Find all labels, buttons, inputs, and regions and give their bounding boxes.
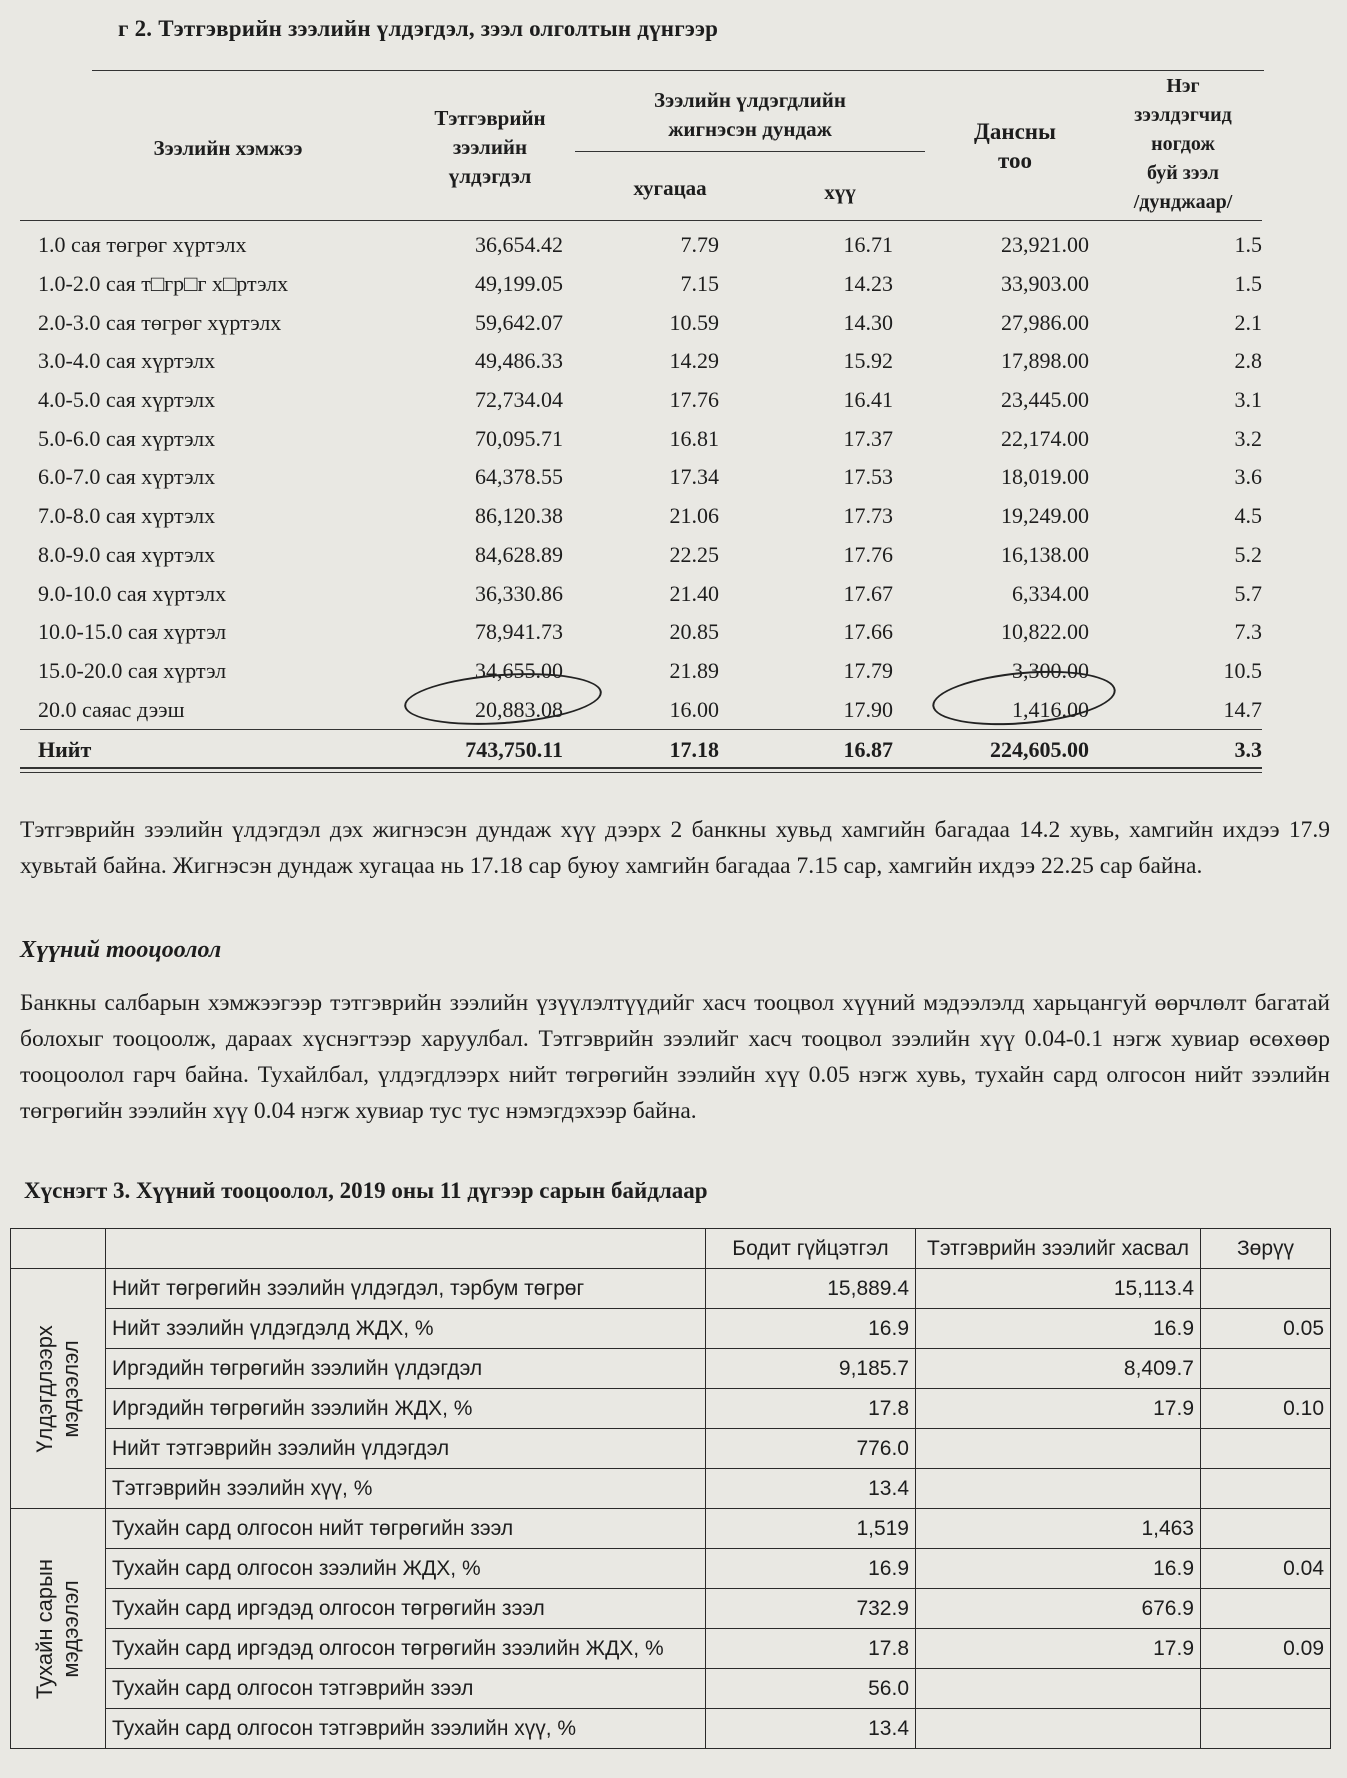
table3-header-excluding-pension: Тэтгэврийн зээлийг хасвал: [916, 1229, 1201, 1269]
table2-bottom-rule: [20, 767, 1262, 769]
table3-cell-difference: 0.04: [1201, 1549, 1331, 1589]
table3-title: Хүснэгт 3. Хүүний тооцоолол, 2019 оны 11 дүгээр сарын байдлаар: [24, 1178, 708, 1203]
table3-cell-indicator: Тухайн сард олгосон тэтгэврийн зээл: [106, 1669, 706, 1709]
table3-cell-difference: [1201, 1269, 1331, 1309]
table2-cell-accounts: 33,903.00: [1001, 271, 1089, 297]
table2-cell-accounts: 22,174.00: [1001, 425, 1089, 451]
table2-bottom-rule-thin: [20, 772, 1262, 773]
table3-cell-actual: 15,889.4: [706, 1269, 916, 1309]
table2-total-accounts: 224,605.00: [893, 729, 1089, 770]
table2-cell-rate: 17.53: [843, 464, 893, 490]
table-row: [11, 1549, 1331, 1589]
table2-cell-loan-size: 10.0-15.0 сая хүртэл: [38, 619, 227, 645]
table3-cell-actual: 16.9: [706, 1309, 916, 1349]
table2-cell-balance: 59,642.07: [475, 309, 563, 335]
table2-header-per-borrower: Нэг зээлдэгчид ногдож буй зээл /дунджаар/: [1133, 75, 1233, 213]
table3-cell-difference: [1201, 1669, 1331, 1709]
table-row: [20, 419, 1262, 458]
table-row: [11, 1469, 1331, 1509]
table2-cell-rate: 17.73: [843, 503, 893, 529]
table-row: [11, 1309, 1331, 1349]
table2-cell-loan-size: 2.0-3.0 сая төгрөг хүртэлх: [38, 309, 282, 335]
table3-header-actual: Бодит гүйцэтгэл: [706, 1229, 916, 1269]
table2-total-rate: 16.87: [719, 729, 893, 770]
table2-cell-accounts: 10,822.00: [1001, 619, 1089, 645]
table3-cell-indicator: Тухайн сард иргэдэд олгосон төгрөгийн зээл: [106, 1589, 706, 1629]
table2-cell-term: 20.85: [669, 619, 719, 645]
table3-group-label: мэдээлэл: [58, 1579, 83, 1678]
table-row: [11, 1269, 1331, 1309]
table-row: [11, 1629, 1331, 1669]
table2-cell-accounts: 3,300.00: [1012, 657, 1089, 683]
table3-cell-indicator: Тухайн сард олгосон нийт төгрөгийн зээл: [106, 1509, 706, 1549]
table3-cell-actual: 732.9: [706, 1589, 916, 1629]
table-row: [11, 1349, 1331, 1389]
table-row: [11, 1389, 1331, 1429]
table-row: [20, 497, 1262, 536]
table2-cell-loan-size: 4.0-5.0 сая хүртэлх: [38, 387, 216, 413]
table2-cell-balance: 49,199.05: [475, 271, 563, 297]
table2-title: г 2. Тэтгэврийн зээлийн үлдэгдэл, зээл олголтын дүнгээр: [118, 16, 719, 41]
table3-cell-actual: 13.4: [706, 1469, 916, 1509]
table3-cell-difference: [1201, 1349, 1331, 1389]
table3-cell-excluding-pension: 1,463: [916, 1509, 1201, 1549]
table-row: [20, 613, 1262, 652]
table-row: [20, 536, 1262, 575]
table2-cell-accounts: 23,921.00: [1001, 232, 1089, 258]
table2-cell-balance: 78,941.73: [475, 619, 563, 645]
table3-cell-actual: 13.4: [706, 1709, 916, 1749]
table3-cell-excluding-pension: [916, 1429, 1201, 1469]
table3-cell-indicator: Нийт төгрөгийн зээлийн үлдэгдэл, тэрбум төгрөг: [106, 1269, 706, 1309]
table2-cell-term: 14.29: [669, 348, 719, 374]
table2-cell-balance: 64,378.55: [475, 464, 563, 490]
table3-group-label: Үлдэгдлээрх: [32, 1324, 57, 1453]
table2-cell-rate: 17.37: [843, 425, 893, 451]
table2-cell-term: 21.89: [669, 657, 719, 683]
table2-cell-term: 16.00: [669, 696, 719, 722]
table2-header-accounts: Дансны тоо: [974, 119, 1056, 173]
table2-cell-per-borrower: 3.2: [1234, 425, 1262, 451]
table3-cell-actual: 776.0: [706, 1429, 916, 1469]
table2-cell-term: 10.59: [669, 309, 719, 335]
table2-cell-rate: 17.76: [843, 541, 893, 567]
table2-cell-term: 7.15: [680, 271, 719, 297]
table3: [10, 1228, 1331, 1749]
table2-cell-per-borrower: 1.5: [1234, 232, 1262, 258]
table3-cell-indicator: Тухайн сард олгосон зээлийн ЖДХ, %: [106, 1549, 706, 1589]
table-row: [20, 381, 1262, 420]
table-row: [11, 1589, 1331, 1629]
table2-cell-rate: 17.79: [843, 657, 893, 683]
table3-cell-actual: 17.8: [706, 1389, 916, 1429]
table2-cell-balance: 49,486.33: [475, 348, 563, 374]
table2-cell-loan-size: 5.0-6.0 сая хүртэлх: [38, 425, 216, 451]
table2-cell-accounts: 27,986.00: [1001, 309, 1089, 335]
table2-header-rule: [20, 220, 1262, 221]
table2-cell-balance: 20,883.08: [475, 696, 563, 722]
table3-cell-excluding-pension: 676.9: [916, 1589, 1201, 1629]
table2-cell-loan-size: 15.0-20.0 сая хүртэл: [38, 657, 227, 683]
table3-cell-indicator: Тэтгэврийн зээлийн хүү, %: [106, 1469, 706, 1509]
table2-cell-loan-size: 9.0-10.0 сая хүртэлх: [38, 580, 227, 606]
table3-rows: [11, 1229, 1331, 1749]
table2-cell-per-borrower: 14.7: [1223, 696, 1262, 722]
table3-cell-excluding-pension: 16.9: [916, 1549, 1201, 1589]
table2-top-rule: [92, 70, 1264, 71]
table3-cell-excluding-pension: 17.9: [916, 1389, 1201, 1429]
table3-cell-actual: 9,185.7: [706, 1349, 916, 1389]
table3-cell-actual: 17.8: [706, 1629, 916, 1669]
table2-cell-balance: 36,654.42: [475, 232, 563, 258]
table2-cell-term: 7.79: [680, 232, 719, 258]
table3-cell-excluding-pension: [916, 1469, 1201, 1509]
table-row: [20, 303, 1262, 342]
table2-cell-accounts: 1,416.00: [1012, 696, 1089, 722]
table3-cell-actual: 56.0: [706, 1669, 916, 1709]
table2-cell-accounts: 17,898.00: [1001, 348, 1089, 374]
table2-cell-term: 21.40: [669, 580, 719, 606]
table2-cell-loan-size: 3.0-4.0 сая хүртэлх: [38, 348, 216, 374]
table2-cell-per-borrower: 2.8: [1234, 348, 1262, 374]
table2-header-term: хугацаа: [633, 176, 707, 200]
table2-cell-rate: 17.66: [843, 619, 893, 645]
paragraph-interest-calc: Банкны салбарын хэмжээгээр тэтгэврийн зээлийн үзүүлэлтүүдийг хасч тооцвол хүүний мэдээлэлд харьцангуй өөрчлөлт багатай болохыг тооцоолж, дараах хүснэгтээр харуулбал. Тэтгэврийн зээлийг хасч тооцвол зээлийн хүү 0.04-0.1 нэгж хувиар өсөхөөр тооцоолол гарч байна. Тухайлбал, үлдэгдлээрх нийт төгрөгийн зээлийн хүү 0.05 нэгж хувь, тухайн сард олгосон нийт зээлийн төгрөгийн зээлийн хүү 0.04 нэгж хувиар тус тус нэмэгдэхээр байна.: [20, 990, 1330, 1124]
table2-cell-loan-size: 20.0 саяас дээш: [38, 696, 185, 722]
table2-cell-rate: 15.92: [843, 348, 893, 374]
table2-header-balance: Тэтгэврийн зээлийн үлдэгдэл: [434, 106, 546, 188]
table3-cell-excluding-pension: [916, 1709, 1201, 1749]
table2-cell-rate: 16.41: [843, 387, 893, 413]
table3-cell-actual: 1,519: [706, 1509, 916, 1549]
table2-header-size: Зээлийн хэмжээ: [153, 136, 303, 160]
table-row: [11, 1709, 1331, 1749]
table2-cell-balance: 86,120.38: [475, 503, 563, 529]
table2-cell-balance: 36,330.86: [475, 580, 563, 606]
table3-cell-excluding-pension: 8,409.7: [916, 1349, 1201, 1389]
table3-header-blank-2: [106, 1229, 706, 1269]
table2-cell-accounts: 19,249.00: [1001, 503, 1089, 529]
table2-cell-balance: 72,734.04: [475, 387, 563, 413]
table3-cell-excluding-pension: 15,113.4: [916, 1269, 1201, 1309]
table2-cell-loan-size: 1.0-2.0 сая т□гр□г х□ртэлх: [38, 271, 289, 297]
table2-cell-term: 17.34: [669, 464, 719, 490]
table3-cell-difference: [1201, 1709, 1331, 1749]
table3-cell-indicator: Нийт зээлийн үлдэгдэлд ЖДХ, %: [106, 1309, 706, 1349]
table2-cell-balance: 84,628.89: [475, 541, 563, 567]
table3-cell-actual: 16.9: [706, 1549, 916, 1589]
table2-cell-rate: 14.30: [843, 309, 893, 335]
table3-cell-excluding-pension: [916, 1669, 1201, 1709]
table2-cell-per-borrower: 3.1: [1234, 387, 1262, 413]
table2-cell-per-borrower: 2.1: [1234, 309, 1262, 335]
table2-cell-term: 22.25: [669, 541, 719, 567]
table2-cell-term: 16.81: [669, 425, 719, 451]
table2-cell-accounts: 6,334.00: [1012, 580, 1089, 606]
table2-total-term: 17.18: [563, 729, 719, 770]
table2-cell-loan-size: 7.0-8.0 сая хүртэлх: [38, 503, 216, 529]
table3-cell-difference: [1201, 1429, 1331, 1469]
table3-cell-difference: 0.10: [1201, 1389, 1331, 1429]
table-row: [11, 1429, 1331, 1469]
table-row: [20, 342, 1262, 381]
table3-cell-difference: 0.09: [1201, 1629, 1331, 1669]
table3-header-blank-1: [11, 1229, 106, 1269]
table2-cell-per-borrower: 3.6: [1234, 464, 1262, 490]
section-heading-interest-calc: Хүүний тооцоолол: [20, 937, 222, 963]
table2-cell-balance: 34,655.00: [475, 657, 563, 683]
table2-cell-balance: 70,095.71: [475, 425, 563, 451]
table3-cell-excluding-pension: 16.9: [916, 1309, 1201, 1349]
table2-total-loan-size: Нийт: [20, 729, 395, 770]
table2-header-rate: хүү: [824, 180, 856, 204]
table2-cell-per-borrower: 1.5: [1234, 271, 1262, 297]
table2-cell-rate: 17.67: [843, 580, 893, 606]
table2-cell-term: 17.76: [669, 387, 719, 413]
table3-header-difference: Зөрүү: [1201, 1229, 1331, 1269]
table-row: [11, 1669, 1331, 1709]
table2-cell-accounts: 23,445.00: [1001, 387, 1089, 413]
table3-cell-indicator: Иргэдийн төгрөгийн зээлийн ЖДХ, %: [106, 1389, 706, 1429]
table2-cell-per-borrower: 4.5: [1234, 503, 1262, 529]
table-row: [20, 265, 1262, 304]
table2-cell-per-borrower: 5.7: [1234, 580, 1262, 606]
table2-subheader-rule: [575, 151, 925, 152]
table3-cell-indicator: Тухайн сард иргэдэд олгосон төгрөгийн зээлийн ЖДХ, %: [106, 1629, 706, 1669]
table-row: [20, 458, 1262, 497]
table3-cell-difference: [1201, 1469, 1331, 1509]
table2-cell-per-borrower: 7.3: [1234, 619, 1262, 645]
table2-header-weighted: Зээлийн үлдэгдлийн жигнэсэн дундаж: [654, 88, 846, 141]
paragraph-loan-rates: Тэтгэврийн зээлийн үлдэгдэл дэх жигнэсэн дундаж хүү дээрх 2 банкны хувьд хамгийн багадаа 14.2 хувь, хамгийн ихдээ 17.9 хувьтай байна. Жигнэсэн дундаж хугацаа нь 17.18 сар буюу хамгийн багадаа 7.15 сар, хамгийн ихдээ 22.25 сар байна.: [20, 817, 1330, 879]
table3-header-row: [11, 1229, 1331, 1269]
table2-cell-term: 21.06: [669, 503, 719, 529]
table3-group-label: Тухайн сарын: [32, 1558, 57, 1699]
table2-cell-loan-size: 6.0-7.0 сая хүртэлх: [38, 464, 216, 490]
table2-cell-per-borrower: 10.5: [1223, 657, 1262, 683]
table2-cell-accounts: 18,019.00: [1001, 464, 1089, 490]
table-row: [20, 226, 1262, 265]
table2-cell-rate: 16.71: [843, 232, 893, 258]
table2-cell-rate: 17.90: [843, 696, 893, 722]
table3-cell-difference: [1201, 1509, 1331, 1549]
table-row: [20, 574, 1262, 613]
table3-cell-excluding-pension: 17.9: [916, 1629, 1201, 1669]
table2-cell-accounts: 16,138.00: [1001, 541, 1089, 567]
table2-cell-rate: 14.23: [843, 271, 893, 297]
table2-total-row: [20, 729, 1262, 770]
table2-total-per-borrower: 3.3: [1089, 729, 1262, 770]
table2-cell-loan-size: 8.0-9.0 сая хүртэлх: [38, 541, 216, 567]
table3-cell-difference: [1201, 1589, 1331, 1629]
table2-total-balance: 743,750.11: [395, 729, 563, 770]
table2-cell-per-borrower: 5.2: [1234, 541, 1262, 567]
table3-cell-difference: 0.05: [1201, 1309, 1331, 1349]
table3-cell-indicator: Иргэдийн төгрөгийн зээлийн үлдэгдэл: [106, 1349, 706, 1389]
table3-group-balance-info: [11, 1269, 106, 1509]
table2-cell-loan-size: 1.0 сая төгрөг хүртэлх: [38, 232, 247, 258]
table-row: [11, 1509, 1331, 1549]
table3-group-label: мэдээлэл: [58, 1339, 83, 1438]
table3-cell-indicator: Тухайн сард олгосон тэтгэврийн зээлийн хүү, %: [106, 1709, 706, 1749]
table3-cell-indicator: Нийт тэтгэврийн зээлийн үлдэгдэл: [106, 1429, 706, 1469]
table3-group-monthly-info: [11, 1509, 106, 1749]
